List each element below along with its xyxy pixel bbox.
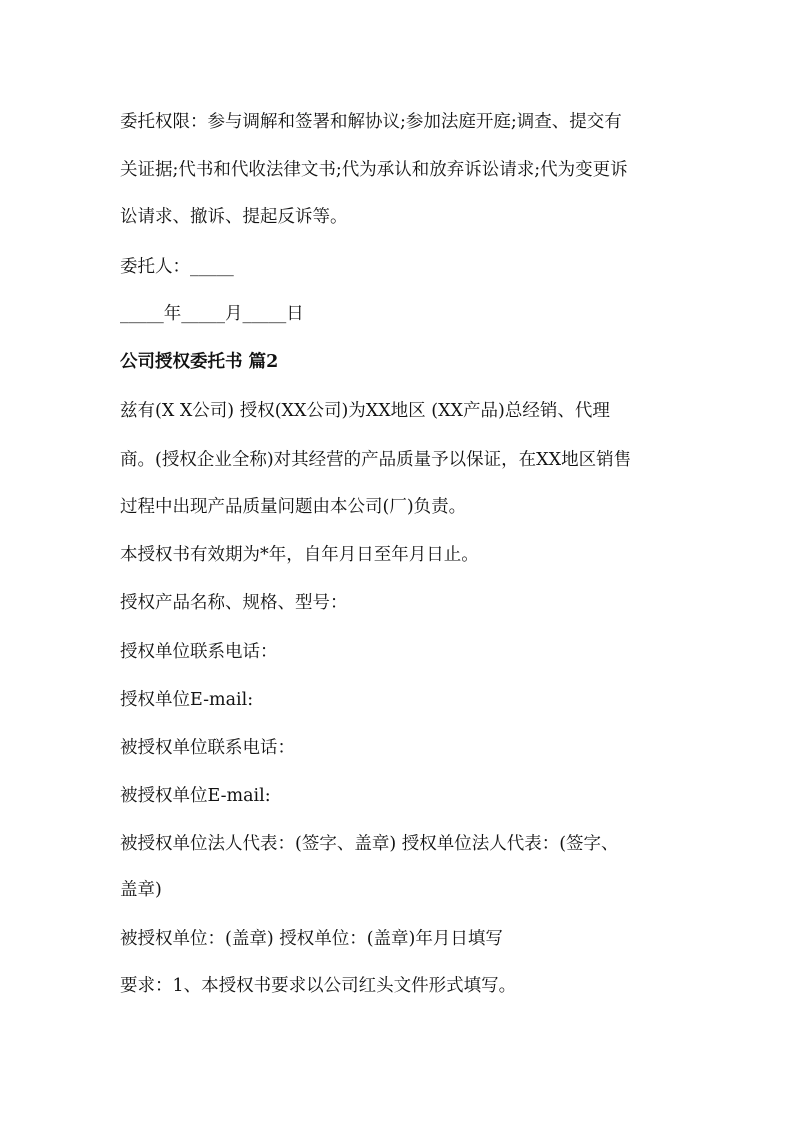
authority-scope-line-3: 讼请求、撤诉、提起反诉等。 (120, 207, 348, 227)
authorization-line-1: 兹有(X X公司) 授权(XX公司)为XX地区 (XX产品)总经销、代理 (120, 401, 610, 421)
date-blank-line: _____年_____月_____日 (120, 304, 304, 324)
principal-signature-line: 委托人：_____ (120, 257, 234, 277)
legal-representatives-line-1: 被授权单位法人代表：(签字、盖章) 授权单位法人代表：(签字、 (120, 834, 619, 854)
authority-scope-line-1: 委托权限：参与调解和签署和解协议;参加法庭开庭;调查、提交有 (120, 112, 622, 132)
seal-date-line: 被授权单位：(盖章) 授权单位：(盖章)年月日填写 (120, 929, 503, 949)
authorizer-phone-line: 授权单位联系电话： (120, 642, 278, 662)
section-heading: 公司授权委托书 篇2 (120, 352, 279, 372)
authorized-phone-line: 被授权单位联系电话： (120, 738, 295, 758)
product-info-line: 授权产品名称、规格、型号： (120, 593, 348, 613)
validity-line: 本授权书有效期为*年，自年月日至年月日止。 (120, 545, 479, 565)
legal-representatives-line-2: 盖章) (120, 880, 162, 900)
authorized-email-line: 被授权单位E-mail: (120, 786, 271, 806)
authorizer-email-line: 授权单位E-mail: (120, 690, 254, 710)
authorization-line-3: 过程中出现产品质量问题由本公司(厂)负责。 (120, 497, 467, 517)
requirements-line: 要求：1、本授权书要求以公司红头文件形式填写。 (120, 976, 517, 996)
authorization-line-2: 商。(授权企业全称)对其经营的产品质量予以保证，在XX地区销售 (120, 450, 632, 470)
authority-scope-line-2: 关证据;代书和代收法律文书;代为承认和放弃诉讼请求;代为变更诉 (120, 160, 628, 180)
